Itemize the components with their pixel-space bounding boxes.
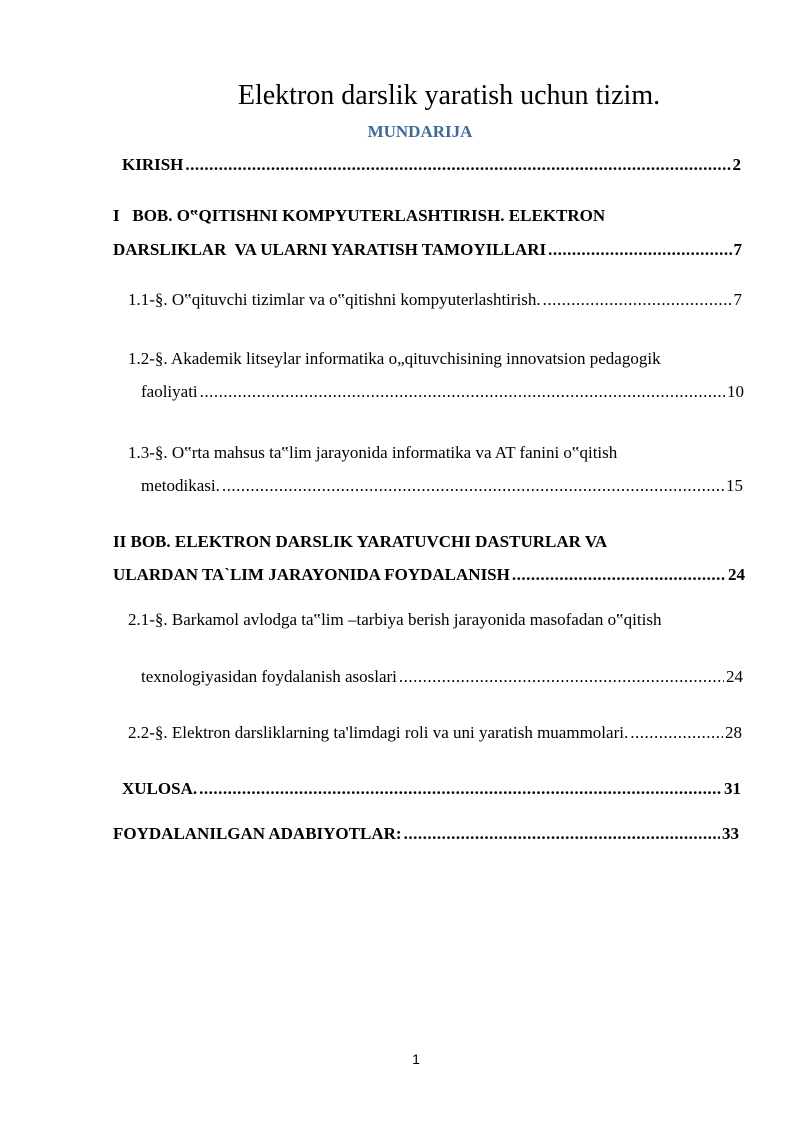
toc-leader-dots (185, 153, 730, 177)
page-number: 1 (412, 1051, 420, 1067)
toc-entry-bob1-line1[interactable] (113, 204, 763, 228)
toc-entry-bob2-line2[interactable] (113, 563, 745, 587)
toc-page-number: 24 (726, 667, 743, 686)
toc-entry-title: XULOSA. (122, 779, 198, 798)
toc-page-number: 33 (722, 824, 739, 843)
toc-entry-title: I BOB. O‟QITISHNI KOMPYUTERLASHTIRISH. ELEKTRON (113, 206, 606, 225)
toc-leader-dots (543, 288, 732, 312)
toc-entry-title: 1.3-§. O‟rta mahsus ta‟lim jarayonida informatika va AT fanini o‟qitish (128, 443, 618, 462)
toc-entry-2-2[interactable] (128, 721, 742, 745)
toc-entry-adabiyotlar[interactable] (113, 822, 739, 846)
toc-entry-kirish[interactable] (122, 153, 741, 177)
toc-page-number: 28 (725, 723, 742, 742)
toc-leader-dots (222, 474, 724, 498)
toc-page-number: 31 (724, 779, 741, 798)
toc-entry-1-2-line1[interactable] (128, 347, 768, 371)
toc-entry-xulosa[interactable] (122, 777, 741, 801)
toc-leader-dots (200, 380, 725, 404)
toc-page-number: 2 (732, 155, 741, 174)
toc-entry-title: 2.1-§. Barkamol avlodga ta‟lim –tarbiya berish jarayonida masofadan o‟qitish (128, 610, 662, 629)
toc-entry-bob1-line2[interactable] (113, 238, 742, 262)
toc-heading: MUNDARIJA (367, 122, 473, 141)
toc-entry-title: 1.2-§. Akademik litseylar informatika o„qituvchisining innovatsion pedagogik (128, 349, 661, 368)
toc-entry-1-3-line1[interactable] (128, 441, 768, 465)
toc-page-number: 24 (728, 565, 745, 584)
toc-entry-title: metodikasi. (141, 476, 220, 495)
toc-entry-2-1-line2[interactable] (141, 665, 743, 689)
toc-entry-title: texnologiyasidan foydalanish asoslari (141, 667, 397, 686)
toc-leader-dots (199, 777, 722, 801)
toc-entry-bob2-line1[interactable] (113, 530, 763, 554)
toc-leader-dots (548, 238, 731, 262)
toc-leader-dots (630, 721, 723, 745)
toc-entry-title: KIRISH (122, 155, 184, 174)
toc-entry-title: ULARDAN TA`LIM JARAYONIDA FOYDALANISH (113, 565, 510, 584)
toc-page-number: 7 (733, 240, 742, 259)
toc-entry-1-3-line2[interactable] (141, 474, 743, 498)
toc-entry-title: II BOB. ELEKTRON DARSLIK YARATUVCHI DASTURLAR VA (113, 532, 608, 551)
toc-entry-title: 1.1-§. O‟qituvchi tizimlar va o‟qitishni kompyuterlashtirish. (128, 290, 541, 309)
toc-leader-dots (512, 563, 726, 587)
toc-entry-1-2-line2[interactable] (141, 380, 744, 404)
toc-entry-title: DARSLIKLAR VA ULARNI YARATISH TAMOYILLARI (113, 240, 547, 259)
toc-entry-title: FOYDALANILGAN ADABIYOTLAR: (113, 824, 402, 843)
toc-leader-dots (399, 665, 724, 689)
toc-entry-title: faoliyati (141, 382, 198, 401)
toc-entry-title: 2.2-§. Elektron darsliklarning ta'limdagi roli va uni yaratish muammolari. (128, 723, 629, 742)
document-title: Elektron darslik yaratish uchun tizim. (237, 80, 661, 111)
toc-page-number: 10 (727, 382, 744, 401)
toc-page-number: 7 (733, 290, 742, 309)
toc-entry-1-1[interactable] (128, 288, 742, 312)
toc-entry-2-1-line1[interactable] (128, 608, 768, 632)
toc-page-number: 15 (726, 476, 743, 495)
toc-leader-dots (404, 822, 720, 846)
